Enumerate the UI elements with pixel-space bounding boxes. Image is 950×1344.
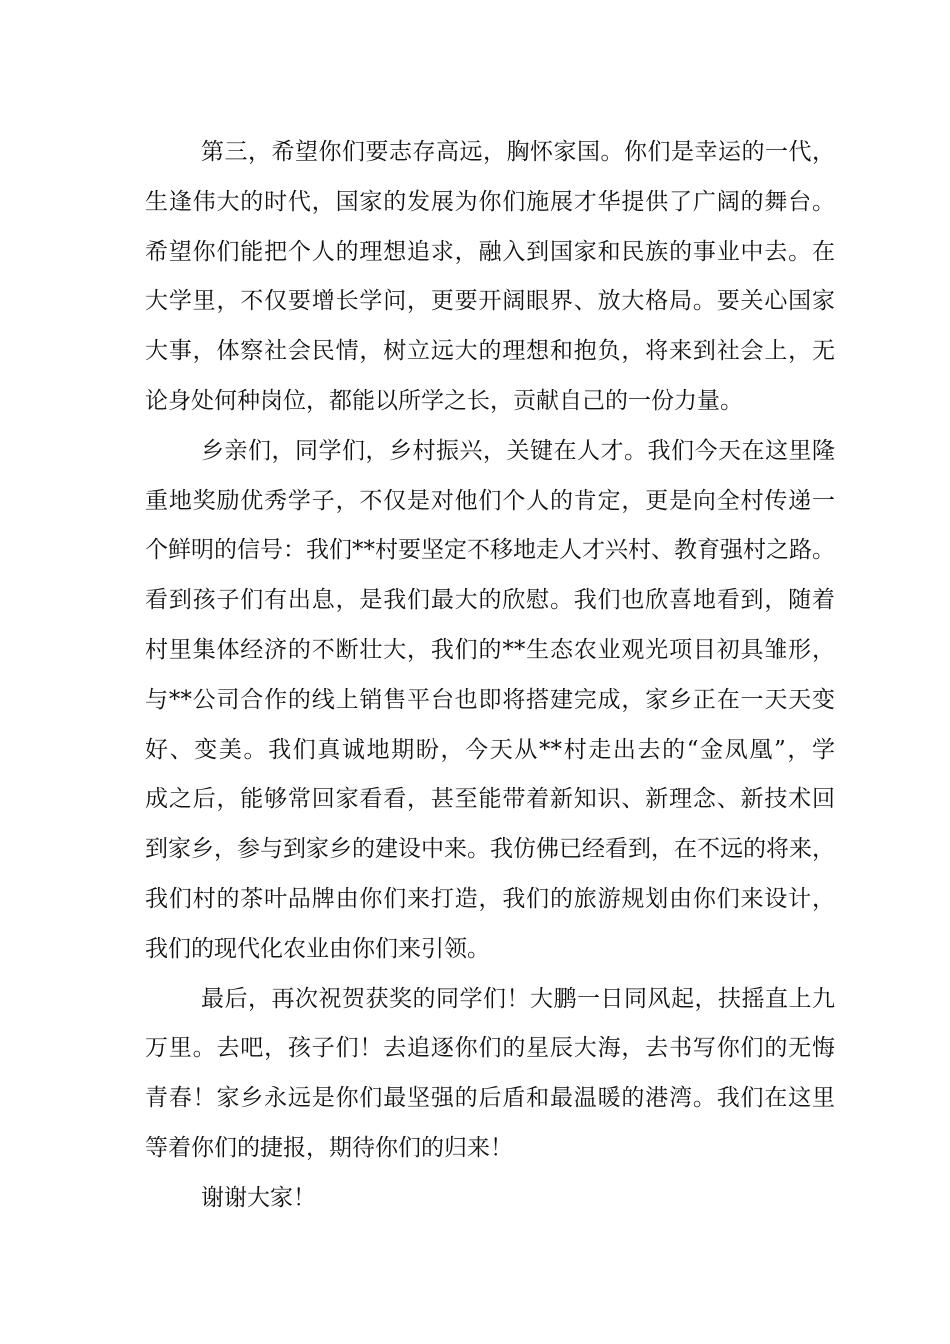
text-line: 成之后，能够常回家看看，甚至能带着新知识、新理念、新技术回 [145, 786, 835, 813]
text-line: 最后，再次祝贺获奖的同学们！大鹏一日同风起，扶摇直上九 [201, 985, 835, 1012]
text-line: 青春！家乡永远是你们最坚强的后盾和最温暖的港湾。我们在这里 [145, 1085, 835, 1112]
text-line: 希望你们能把个人的理想追求，融入到国家和民族的事业中去。在 [145, 238, 835, 265]
paragraph-rural-revitalization [145, 427, 835, 975]
text-line: 万里。去吧，孩子们！去追逐你们的星辰大海，去书写你们的无悔 [145, 1035, 835, 1062]
text-line: 个鲜明的信号：我们**村要坚定不移地走人才兴村、教育强村之路。 [145, 537, 835, 564]
text-line: 到家乡，参与到家乡的建设中来。我仿佛已经看到，在不远的将来， [145, 836, 835, 863]
text-line: 我们村的茶叶品牌由你们来打造，我们的旅游规划由你们来设计， [145, 885, 835, 912]
text-line: 等着你们的捷报，期待你们的归来！ [145, 1134, 513, 1161]
text-line: 我们的现代化农业由你们来引领。 [145, 935, 490, 962]
speech-body [145, 128, 835, 1224]
text-line: 与**公司合作的线上销售平台也即将搭建完成，家乡正在一天天变 [145, 686, 835, 713]
text-line: 谢谢大家！ [201, 1184, 316, 1211]
text-line: 生逢伟大的时代，国家的发展为你们施展才华提供了广阔的舞台。 [145, 188, 835, 215]
text-line: 村里集体经济的不断壮大，我们的**生态农业观光项目初具雏形， [145, 636, 835, 663]
text-line: 第三，希望你们要志存高远，胸怀家国。你们是幸运的一代， [201, 139, 835, 165]
text-line: 好、变美。我们真诚地期盼，今天从**村走出去的“金凤凰”，学 [145, 736, 835, 763]
text-line: 重地奖励优秀学子，不仅是对他们个人的肯定，更是向全村传递一 [145, 487, 835, 514]
text-line: 大学里，不仅要增长学问，更要开阔眼界、放大格局。要关心国家 [145, 288, 835, 315]
text-line: 乡亲们，同学们，乡村振兴，关键在人才。我们今天在这里隆 [201, 437, 835, 464]
paragraph-aspiration [145, 128, 835, 427]
paragraph-closing-wishes [145, 975, 835, 1174]
text-line: 大事，体察社会民情，树立远大的理想和抱负，将来到社会上，无 [145, 338, 835, 365]
text-line: 论身处何种岗位，都能以所学之长，贡献自己的一份力量。 [145, 387, 743, 414]
paragraph-thanks [145, 1174, 835, 1224]
text-line: 看到孩子们有出息，是我们最大的欣慰。我们也欣喜地看到，随着 [145, 587, 835, 614]
